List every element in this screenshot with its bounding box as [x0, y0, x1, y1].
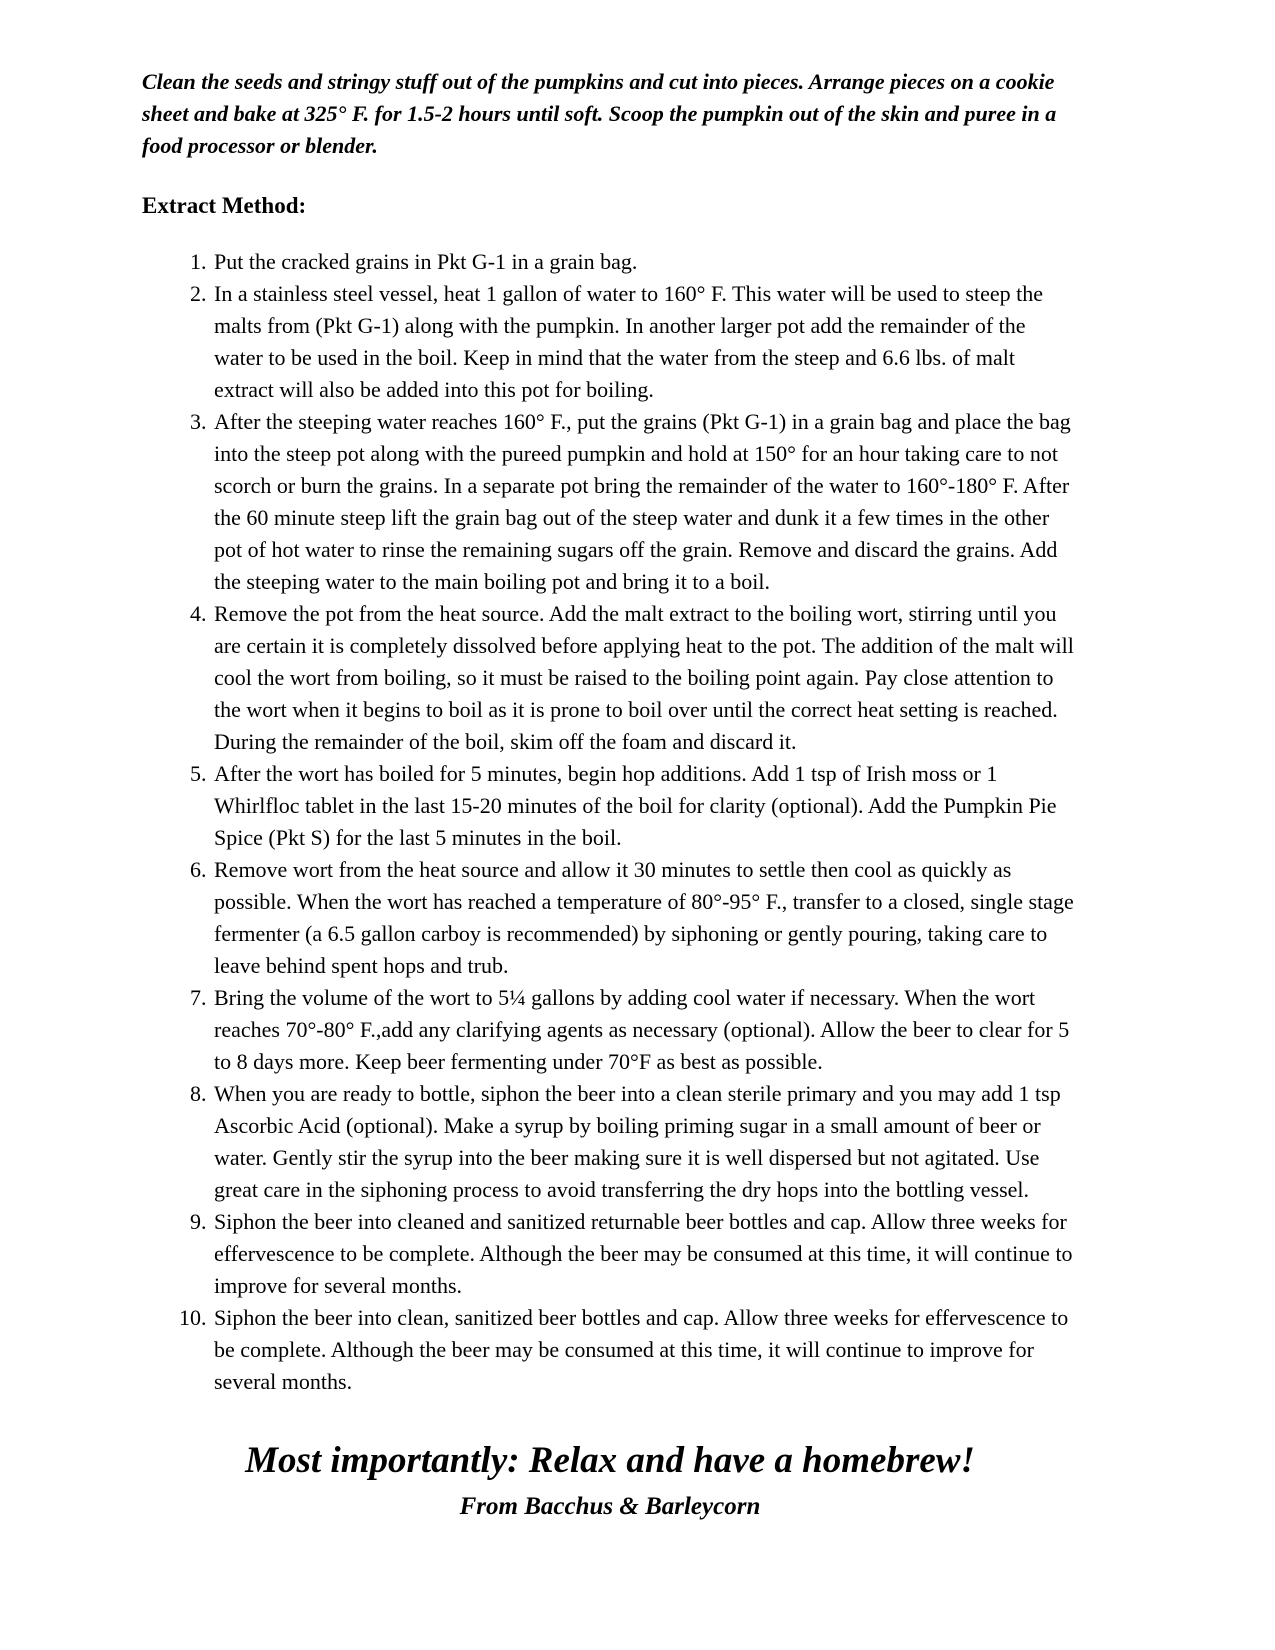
step-item-1: 1. Put the cracked grains in Pkt G-1 in a grain bag.: [212, 246, 1078, 278]
section-heading-extract-method: Extract Method:: [142, 193, 307, 218]
step-item-2: 2. In a stainless steel vessel, heat 1 gallon of water to 160° F. This water will be used to steep the malts from (Pkt G-1) along with the pumpkin. In another larger pot add the remainder of the water to be used in the boil. Keep in mind that the water from the steep and 6.6 lbs. of malt extract will also be added into this pot for boiling.: [212, 278, 1078, 406]
step-item-3: 3. After the steeping water reaches 160° F., put the grains (Pkt G-1) in a grain bag and place the bag into the steep pot along with the pureed pumpkin and hold at 150° for an hour taking care to not scorch or burn the grains. In a separate pot bring the remainder of the water to 160°-180° F. After the 60 minute steep lift the grain bag out of the steep water and dunk it a few times in the other pot of hot water to rinse the remaining sugars off the grain. Remove and discard the grains. Add the steeping water to the main boiling pot and bring it to a boil.: [212, 406, 1078, 598]
intro-paragraph: Clean the seeds and stringy stuff out of the pumpkins and cut into pieces. Arrange pieces on a cookie sheet and bake at 325° F. for 1.5-2 hours until soft. Scoop the pumpkin out of the skin and puree in a food processor or blender.: [142, 69, 1057, 158]
step-item-10: 10. Siphon the beer into clean, sanitized beer bottles and cap. Allow three weeks for effervescence to be complete. Although the beer may be consumed at this time, it will continue to improve for several months.: [212, 1302, 1078, 1398]
step-item-8: 8. When you are ready to bottle, siphon the beer into a clean sterile primary and you may add 1 tsp Ascorbic Acid (optional). Make a syrup by boiling priming sugar in a small amount of beer or water. Gently stir the syrup into the beer making sure it is well dispersed but not agitated. Use great care in the siphoning process to avoid transferring the dry hops into the bottling vessel.: [212, 1078, 1078, 1206]
step-item-5: 5. After the wort has boiled for 5 minutes, begin hop additions. Add 1 tsp of Irish moss or 1 Whirlfloc tablet in the last 15-20 minutes of the boil for clarity (optional). Add the Pumpkin Pie Spice (Pkt S) for the last 5 minutes in the boil.: [212, 758, 1078, 854]
step-item-6: 6. Remove wort from the heat source and allow it 30 minutes to settle then cool as quickly as possible. When the wort has reached a temperature of 80°-95° F., transfer to a closed, single stage fermenter (a 6.5 gallon carboy is recommended) by siphoning or gently pouring, taking care to leave behind spent hops and trub.: [212, 854, 1078, 982]
step-item-9: 9. Siphon the beer into cleaned and sanitized returnable beer bottles and cap. Allow three weeks for effervescence to be complete. Although the beer may be consumed at this time, it will continue to improve for several months.: [212, 1206, 1078, 1302]
step-item-4: 4. Remove the pot from the heat source. Add the malt extract to the boiling wort, stirring until you are certain it is completely dissolved before applying heat to the pot. The addition of the malt will cool the wort from boiling, so it must be raised to the boiling point again. Pay close attention to the wort when it begins to boil as it is prone to boil over until the correct heat setting is reached. During the remainder of the boil, skim off the foam and discard it.: [212, 598, 1078, 758]
closing-block: [142, 1438, 1078, 1524]
step-item-7: 7. Bring the volume of the wort to 5¼ gallons by adding cool water if necessary. When the wort reaches 70°-80° F.,add any clarifying agents as necessary (optional). Allow the beer to clear for 5 to 8 days more. Keep beer fermenting under 70°F as best as possible.: [212, 982, 1078, 1078]
attribution-line: From Bacchus & Barleycorn: [459, 1493, 761, 1520]
closing-line: Most importantly: Relax and have a homebrew!: [245, 1440, 975, 1481]
extract-method-steps: [142, 246, 1078, 1398]
